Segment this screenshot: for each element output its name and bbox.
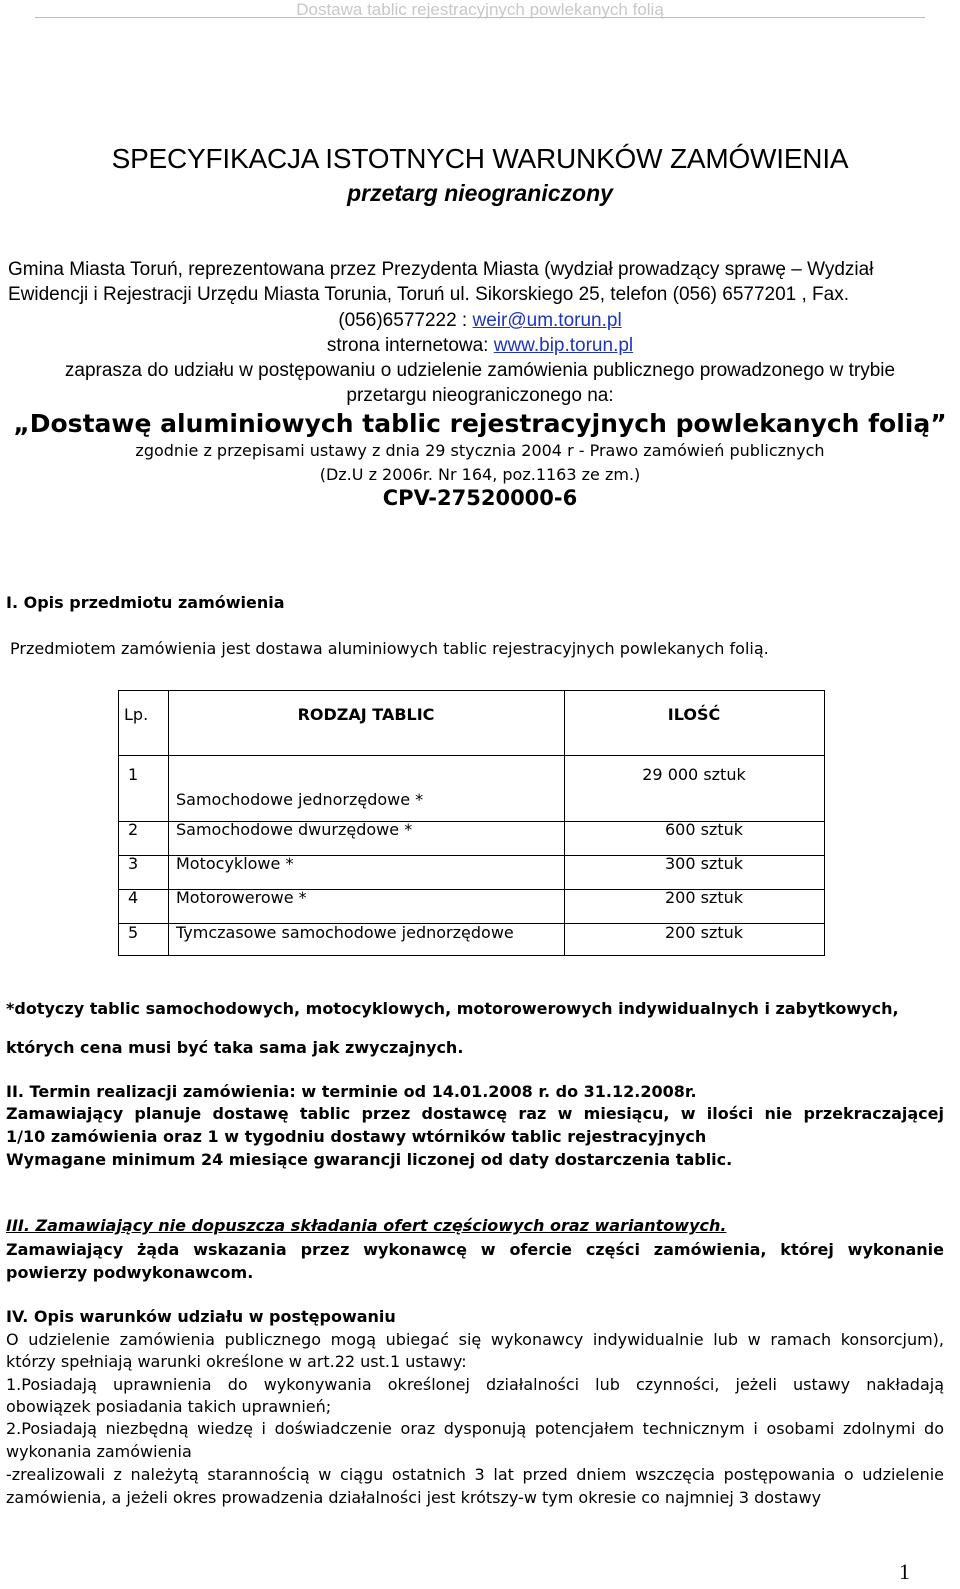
section-1-text: Przedmiotem zamówienia jest dostawa aluminiowych tablic rejestracyjnych powlekanych folią. (10, 639, 769, 658)
table-border-left (118, 690, 119, 956)
section-4-line-7: -zrealizowali z należytą starannością w ciągu ostatnich 3 lat przed dniem wszczęcia postępowania o udzielenie (6, 1465, 944, 1484)
intro-website-line (0, 335, 960, 357)
section-3-heading-text: III. Zamawiający nie dopuszcza składania ofert częściowych oraz wariantowych. (6, 1216, 727, 1235)
section-4-line-5: 2.Posiadają niezbędną wiedzę i doświadczenie oraz dysponują potencjałem technicznym i osobami zdolnymi do (6, 1419, 944, 1438)
invite-line-2: przetargu nieograniczonego na: (346, 385, 614, 406)
email-link[interactable]: weir@um.torun.pl (472, 310, 622, 331)
row-3-qty: 300 sztuk (664, 854, 744, 873)
law-line-1: zgodnie z przepisami ustawy z dnia 29 stycznia 2004 r - Prawo zamówień publicznych (135, 441, 825, 460)
row-3-type: Motocyklowe * (176, 854, 294, 873)
section-4-line-4: obowiązek posiadania takich uprawnień; (6, 1397, 332, 1416)
row-1-type: Samochodowe jednorzędowe * (176, 790, 424, 809)
section-3-line-2: powierzy podwykonawcom. (6, 1263, 254, 1282)
running-header: Dostawa tablic rejestracyjnych powlekanych folią (296, 0, 664, 19)
section-4-line-1: O udzielenie zamówienia publicznego mogą ubiegać się wykonawcy indywidualnie lub w ramach konsorcjum), (6, 1330, 944, 1349)
row-1-qty: 29 000 sztuk (642, 765, 746, 784)
table-border-top (118, 690, 825, 691)
section-2-line-2: 1/10 zamówienia oraz 1 w tygodniu dostawy wtórników tablic rejestracyjnych (6, 1127, 707, 1146)
website-link[interactable]: www.bip.torun.pl (493, 335, 634, 356)
header-type: RODZAJ TABLIC (297, 705, 435, 724)
row-2-qty: 600 sztuk (664, 820, 744, 839)
row-2-type: Samochodowe dwurzędowe * (176, 820, 413, 839)
section-4-line-2: którzy spełniają warunki określone w art.22 ust.1 ustawy: (6, 1352, 467, 1371)
law-line-2: (Dz.U z 2006r. Nr 164, poz.1163 ze zm.) (319, 465, 641, 484)
intro-fax-line (0, 310, 960, 332)
row-5-qty: 200 sztuk (664, 923, 744, 942)
row-2-lp: 2 (128, 820, 139, 839)
section-1-heading: I. Opis przedmiotu zamówienia (6, 593, 285, 612)
header-divider (35, 17, 925, 18)
row-4-lp: 4 (128, 888, 139, 907)
row-4-qty: 200 sztuk (664, 888, 744, 907)
header-qty: ILOŚĆ (667, 705, 721, 724)
footnote-line-1: *dotyczy tablic samochodowych, motocyklowych, motorowerowych indywidualnych i zabytkowych, (6, 999, 899, 1018)
table-row-divider (118, 755, 825, 756)
section-4-line-3: 1.Posiadają uprawnienia do wykonywania określonej działalności lub czynności, jeżeli ustawy nakładają (6, 1375, 944, 1394)
row-4-type: Motorowerowe * (176, 888, 307, 907)
row-5-type: Tymczasowe samochodowe jednorzędowe (176, 923, 514, 942)
table-column-divider (168, 690, 169, 956)
row-3-lp: 3 (128, 854, 139, 873)
order-subject: „Dostawę aluminiowych tablic rejestracyjnych powlekanych folią” (13, 409, 947, 438)
section-4-heading: IV. Opis warunków udziału w postępowaniu (6, 1307, 396, 1326)
section-4-line-6: wykonania zamówienia (6, 1442, 192, 1461)
plates-table (118, 690, 825, 956)
section-3-heading (6, 1216, 726, 1235)
section-4-line-8: zamówienia, a jeżeli okres prowadzenia działalności jest krótszy-w tym okresie co najmniej 3 dostawy (6, 1488, 822, 1507)
website-label: strona internetowa: (326, 335, 494, 356)
header-lp: Lp. (124, 705, 149, 724)
footnote-line-2: których cena musi być taka sama jak zwyczajnych. (6, 1038, 464, 1057)
intro-line-1: Gmina Miasta Toruń, reprezentowana przez Prezydenta Miasta (wydział prowadzący sprawę – Wydział (8, 259, 874, 280)
document-title: SPECYFIKACJA ISTOTNYCH WARUNKÓW ZAMÓWIENIA (111, 143, 849, 174)
table-border-bottom (118, 955, 825, 956)
document-subtitle: przetarg nieograniczony (347, 180, 613, 206)
fax-text: (056)6577222 : (338, 310, 473, 331)
section-2-line-3: Wymagane minimum 24 miesiące gwarancji liczonej od daty dostarczenia tablic. (6, 1150, 733, 1169)
row-5-lp: 5 (128, 923, 139, 942)
cpv-code: CPV-27520000-6 (382, 486, 578, 510)
section-2-line-1: Zamawiający planuje dostawę tablic przez dostawcę raz w miesiącu, w ilości nie przekraczającej (6, 1104, 944, 1123)
page-number: 1 (899, 1559, 910, 1584)
row-1-lp: 1 (128, 765, 139, 784)
table-column-divider (564, 690, 565, 956)
section-2-heading: II. Termin realizacji zamówienia: w terminie od 14.01.2008 r. do 31.12.2008r. (6, 1082, 697, 1101)
invite-line-1: zaprasza do udziału w postępowaniu o udzielenie zamówienia publicznego prowadzonego w trybie (64, 360, 896, 381)
intro-line-2: Ewidencji i Rejestracji Urzędu Miasta Torunia, Toruń ul. Sikorskiego 25, telefon (056) 6577201 , Fax. (8, 284, 850, 305)
section-3-line-1: Zamawiający żąda wskazania przez wykonawcę w ofercie części zamówienia, której wykonanie (6, 1240, 944, 1259)
